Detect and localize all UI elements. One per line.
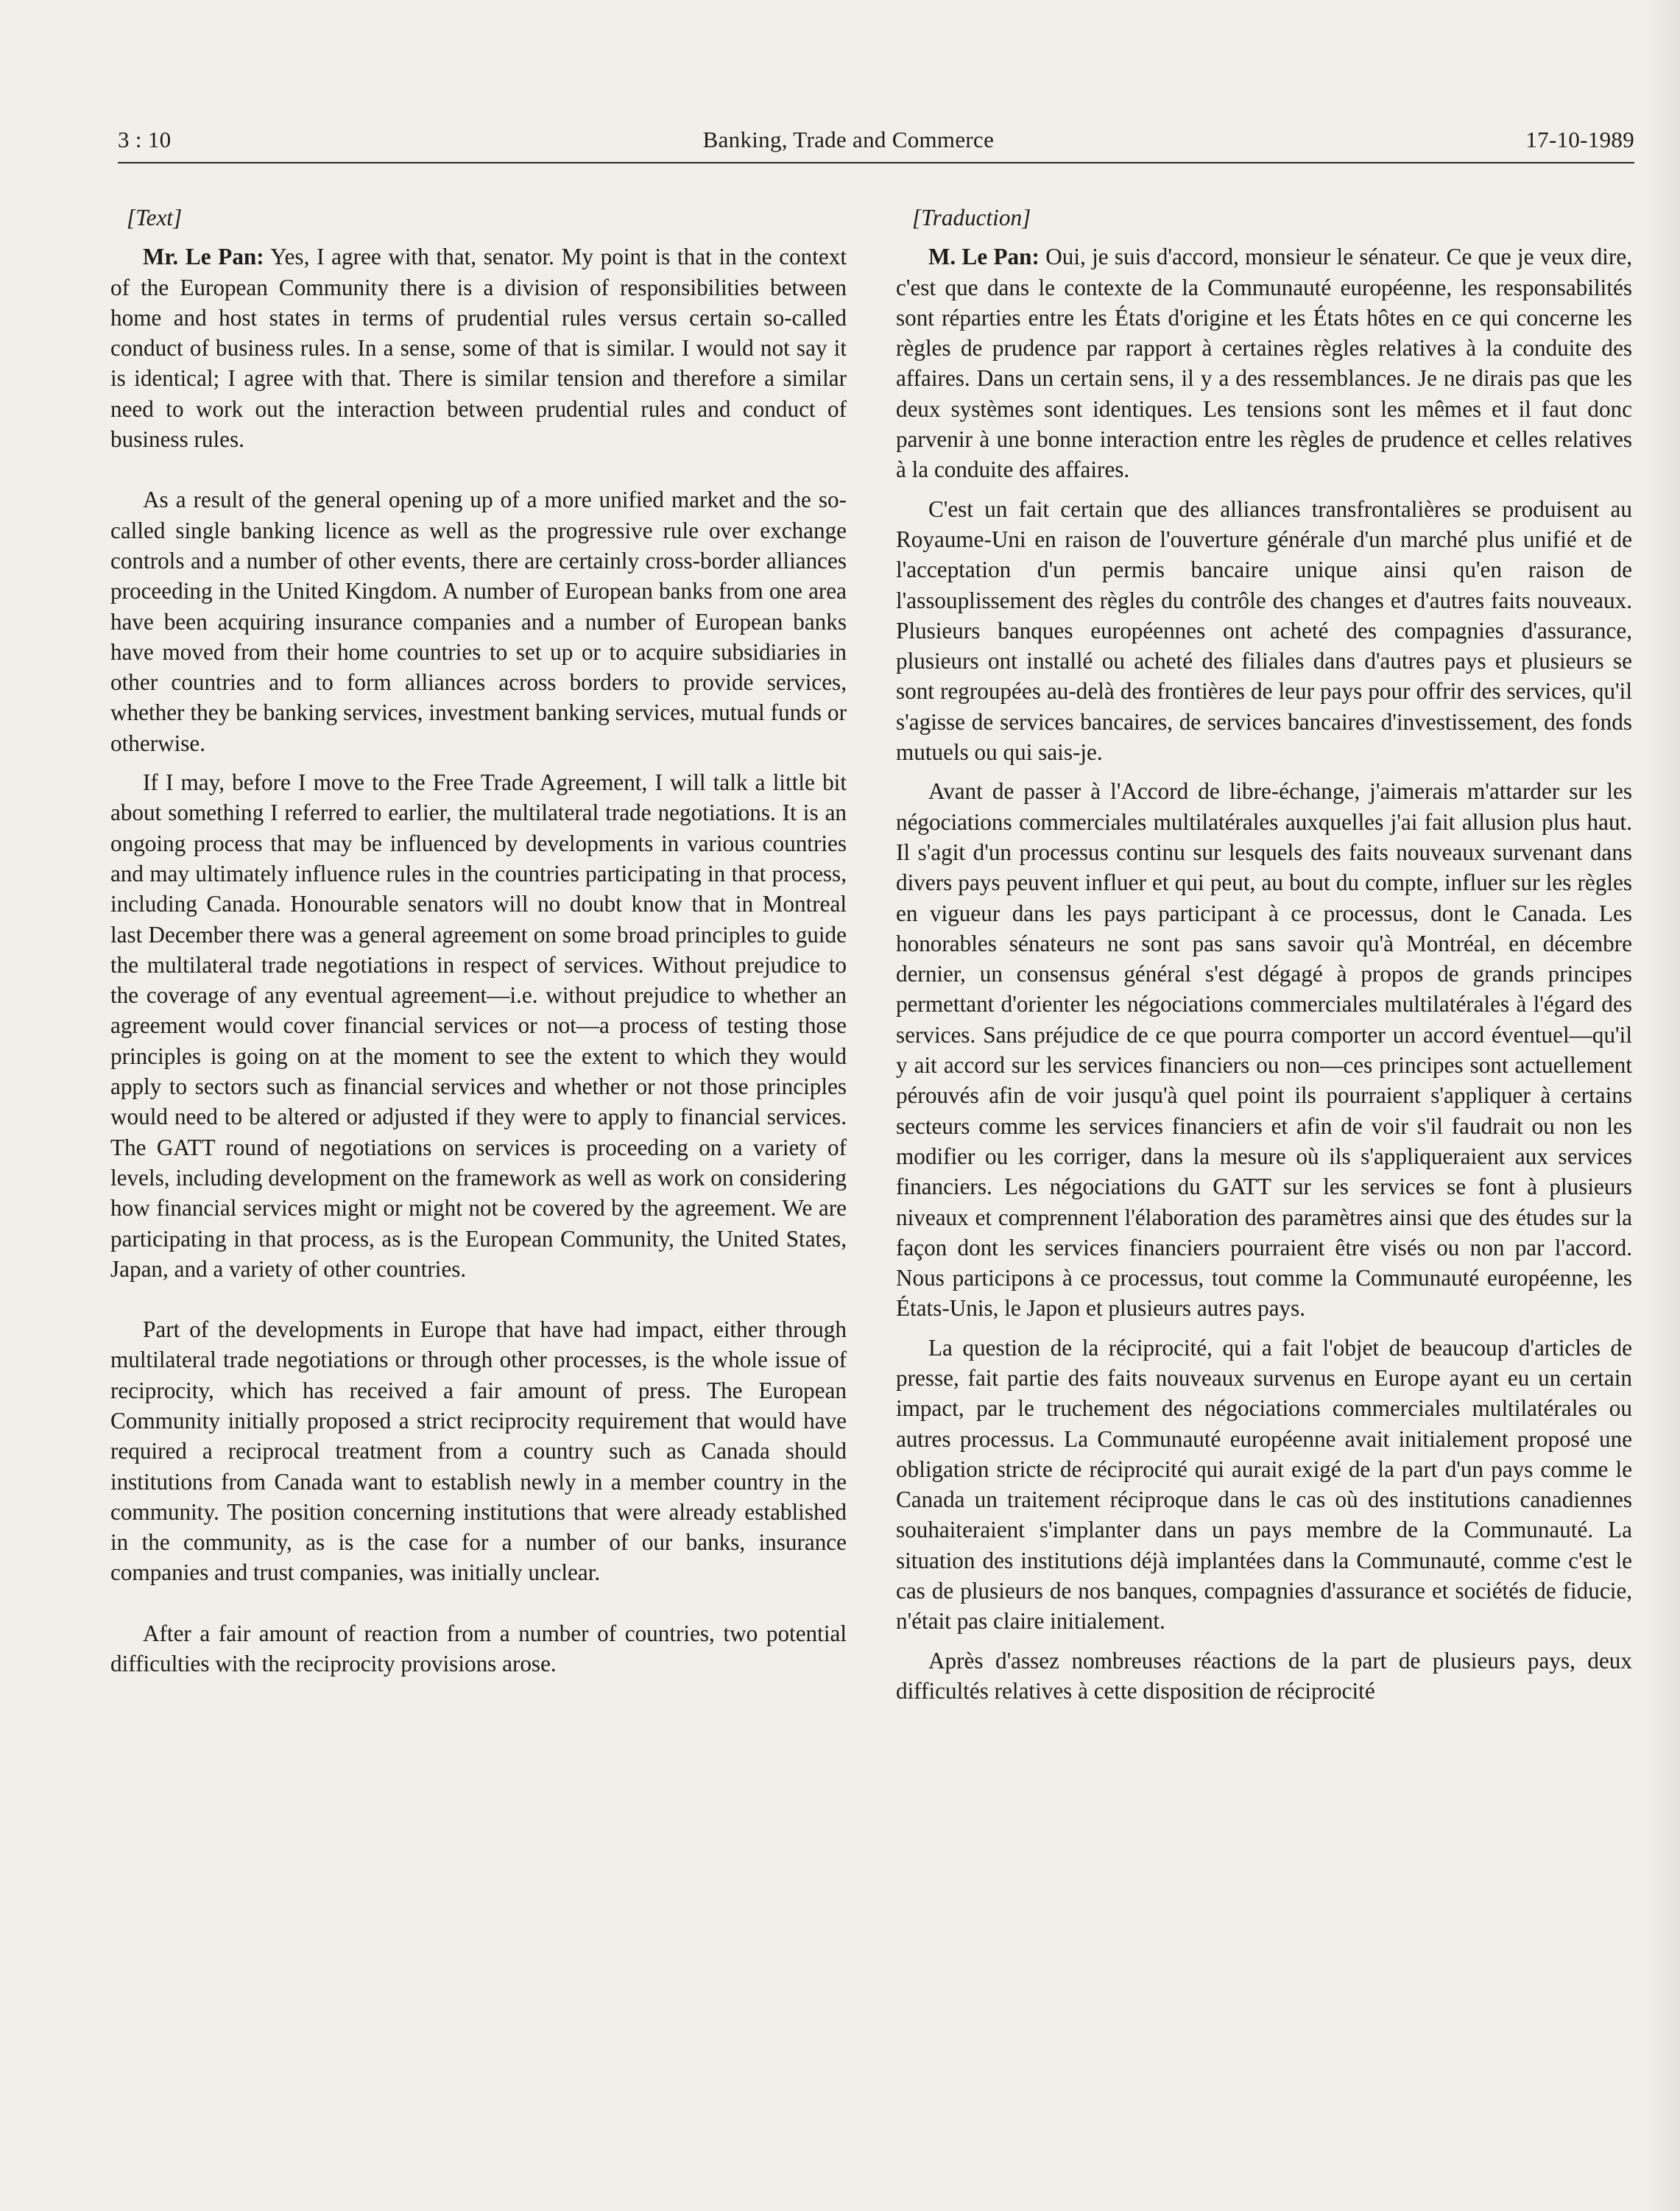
paragraph-text: Part of the developments in Europe that have had impact, either through multilateral trade negotiations or through other processes, is the whole issue of reciprocity, which has received a fair amount of press. The European Community initially proposed a strict reciprocity requirement that would have required a reciprocal treatment from a country such as Canada should institutions from Canada want to establish newly in a member country in the community. The position concerning institutions that were already established in the community, as is the case for a number of our banks, insurance companies and trust companies, was initially unclear.	[110, 1316, 847, 1586]
page-header	[118, 127, 1634, 153]
paragraph	[110, 767, 847, 1284]
paragraph-text: As a result of the general opening up of a more unified market and the so-called single banking licence as well as the progressive rule over exchange controls and a number of other events, there are certainly cross-border alliances proceeding in the United Kingdom. A number of European banks from one area have been acquiring insurance companies and a number of European banks have moved from their home countries to set up or to acquire subsidiaries in other countries and to form alliances across borders to provide services, whether they be banking services, investment banking services, mutual funds or otherwise.	[110, 487, 847, 756]
paragraph	[110, 484, 847, 758]
paragraph-text: La question de la réciprocité, qui a fait l'objet de beaucoup d'articles de presse, fait partie des faits nouveaux survenus en Europe ayant eu un certain impact, par le truchement des négociations commerciales multilatérales ou autres processus. La Communauté européenne avait initialement proposé une obligation stricte de réciprocité qui aurait exigé de la part d'un pays comme le Canada un traitement réciproque dans le cas où des institutions canadiennes souhaiteraient s'implanter dans un pays membre de la Communauté. La situation des institutions déjà implantées dans la Communauté, comme c'est le cas de plusieurs de nos banques, compagnies d'assurance et sociétés de fiducie, n'était pas claire initialement.	[896, 1334, 1632, 1635]
paragraph-text: After a fair amount of reaction from a number of countries, two potential difficulties with the reciprocity provisions arose.	[110, 1620, 847, 1677]
header-rule	[118, 162, 1634, 163]
paragraph-text: Oui, je suis d'accord, monsieur le sénateur. Ce que je veux dire, c'est que dans le contexte de la Communauté européenne, les responsabilités sont réparties entre les États d'origine et les États hôtes en ce qui concerne les règles de prudence par rapport à certaines règles relatives à la conduite des affaires. Dans un certain sens, il y a des ressemblances. Je ne dirais pas que les deux systèmes sont identiques. Les tensions sont les mêmes et il faut donc parvenir à une bonne interaction entre les règles de prudence et celles relatives à la conduite des affaires.	[896, 244, 1633, 483]
french-column	[896, 202, 1632, 1706]
speaker-name: Mr. Le Pan:	[143, 244, 264, 270]
paragraph	[896, 776, 1632, 1323]
paragraph	[110, 1618, 847, 1679]
page-date: 17-10-1989	[1525, 127, 1634, 152]
paragraph	[896, 241, 1632, 484]
paragraph	[896, 1333, 1632, 1637]
paragraph-text: Après d'assez nombreuses réactions de la part de plusieurs pays, deux difficultés relatives à cette disposition de réciprocité	[896, 1647, 1632, 1704]
paragraph	[896, 494, 1632, 768]
language-tag: [Text]	[127, 205, 183, 230]
speaker-name: M. Le Pan:	[928, 244, 1040, 270]
committee-title: Banking, Trade and Commerce	[702, 127, 995, 152]
paragraph	[110, 1314, 847, 1588]
page-number: 3 : 10	[118, 127, 172, 152]
page-edge-shadow	[1643, 0, 1680, 2211]
language-tag: [Traduction]	[912, 205, 1031, 230]
paragraph	[896, 1646, 1632, 1707]
paragraph-text: Yes, I agree with that, senator. My point is that in the context of the European Community there is a division of responsibilities between home and host states in terms of prudential rules versus certain so-called conduct of business rules. In a sense, some of that is similar. I would not say it is identical; I agree with that. There is similar tension and therefore a similar need to work out the interaction between prudential rules and conduct of business rules.	[110, 244, 847, 453]
paragraph-text: C'est un fait certain que des alliances transfrontalières se produisent au Royaume-Uni en raison de l'ouverture générale d'un marché plus unifié et de l'acceptation d'un permis bancaire unique ainsi qu'en raison de l'assouplissement des règles du contrôle des changes et d'autres faits nouveaux. Plusieurs banques européennes ont acheté des compagnies d'assurance, plusieurs ont installé ou acheté des filiales dans d'autres pays et plusieurs se sont regroupées au-delà des frontières de leur pays pour offrir des services, qu'il s'agisse de services bancaires, de services bancaires d'investissement, des fonds mutuels ou qui sais-je.	[896, 496, 1632, 766]
paragraph-text: If I may, before I move to the Free Trade Agreement, I will talk a little bit about something I referred to earlier, the multilateral trade negotiations. It is an ongoing process that may be influenced by developments in various countries and may ultimately influence rules in the countries participating in that process, including Canada. Honourable senators will no doubt know that in Montreal last December there was a general agreement on some broad principles to guide the multilateral trade negotiations in respect of services. Without prejudice to the coverage of any eventual agreement—i.e. without prejudice to whether an agreement would cover financial services or not—a process of testing those principles is going on at the moment to see the extent to which they would apply to sectors such as financial services and whether or not those principles would need to be altered or adjusted if they were to apply to financial services. The GATT round of negotiations on services is proceeding on a variety of levels, including development on the framework as well as work on considering how financial services might or might not be covered by the agreement. We are participating in that process, as is the European Community, the United States, Japan, and a variety of other countries.	[110, 769, 847, 1282]
paragraph-text: Avant de passer à l'Accord de libre-échange, j'aimerais m'attarder sur les négociations commerciales multilatérales auxquelles j'ai fait allusion plus haut. Il s'agit d'un processus continu sur lesquels des faits nouveaux survenant dans divers pays peuvent influer et qui peut, au bout du compte, influer sur les règles en vigueur dans les pays participant à ce processus, dont le Canada. Les honorables sénateurs ne sont pas sans savoir qu'à Montréal, en décembre dernier, un consensus général s'est dégagé à propos de grands principes permettant d'orienter les négociations commerciales multilatérales à l'égard des services. Sans préjudice de ce que pourra comporter un accord éventuel—qu'il y ait accord sur les services financiers ou non—ces principes sont actuellement pérouvés afin de voir jusqu'à quel point ils pourraient s'appliquer à certains secteurs comme les services financiers et afin de voir s'il faudrait ou non les modifier ou les corriger, dans la mesure où ils s'appliqueraient aux services financiers. Les négociations du GATT sur les services se font à plusieurs niveaux et comprennent l'élaboration des paramètres ainsi que des études sur la façon dont les services financiers pourraient être visés ou non par l'accord. Nous participons à ce processus, tout comme la Communauté européenne, les États-Unis, le Japon et plusieurs autres pays.	[896, 778, 1632, 1322]
english-column	[110, 202, 847, 1679]
paragraph	[110, 241, 847, 454]
